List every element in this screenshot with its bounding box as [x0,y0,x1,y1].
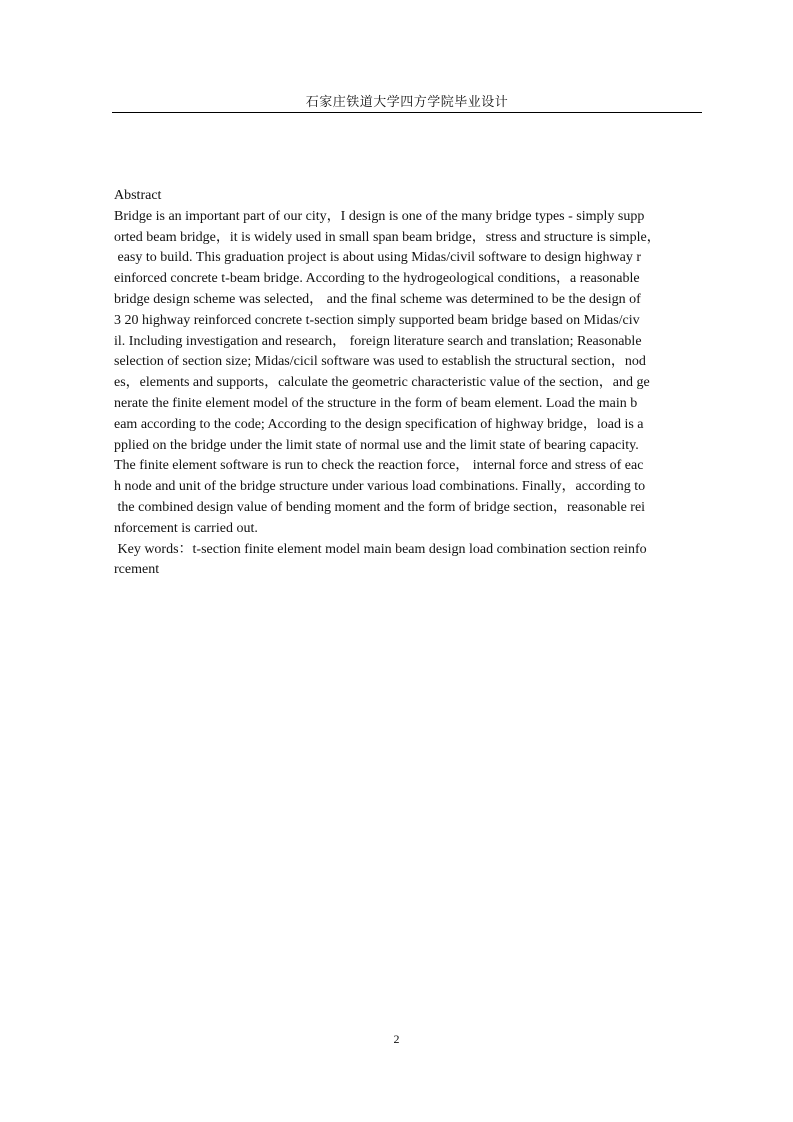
abstract-line: Bridge is an important part of our city，I design is one of the many bridge types - simply supp [114,208,645,224]
abstract-line: 3 20 highway reinforced concrete t-section simply supported beam bridge based on Midas/civ [114,312,640,328]
abstract-line: orted beam bridge，it is widely used in small span beam bridge，stress and structure is simple， [114,229,661,245]
abstract-line: eam according to the code; According to the design specification of highway bridge，load is a [114,416,644,432]
abstract-line: easy to build. This graduation project is about using Midas/civil software to design highway r [114,250,641,266]
keywords-line: rcement [114,562,160,578]
header-rule [112,112,702,113]
page-number: 2 [393,1032,400,1046]
abstract-line: einforced concrete t-beam bridge. According to the hydrogeological conditions，a reasonable [114,271,640,287]
keywords-line: Key words：t-section finite element model main beam design load combination section reinfo [114,541,647,557]
abstract-line: nerate the finite element model of the structure in the form of beam element. Load the main b [114,395,638,411]
abstract-heading: Abstract [114,188,162,203]
abstract-line: bridge design scheme was selected， and the final scheme was determined to be the design of [114,291,641,307]
abstract-section [114,186,724,581]
abstract-line: selection of section size; Midas/cicil software was used to establish the structural section，nod [114,354,646,370]
abstract-line: The finite element software is run to check the reaction force， internal force and stress of eac [114,458,644,474]
abstract-line: es，elements and supports，calculate the geometric characteristic value of the section，and ge [114,375,650,391]
abstract-line: pplied on the bridge under the limit state of normal use and the limit state of bearing capacity. [114,437,639,453]
abstract-line: the combined design value of bending moment and the form of bridge section，reasonable rei [114,499,646,515]
abstract-line: nforcement is carried out. [114,520,258,536]
running-header: 石家庄铁道大学四方学院毕业设计 [305,95,509,110]
abstract-line: h node and unit of the bridge structure under various load combinations. Finally，according to [114,479,646,495]
abstract-line: il. Including investigation and research， foreign literature search and translation; Reasonable [114,333,642,349]
